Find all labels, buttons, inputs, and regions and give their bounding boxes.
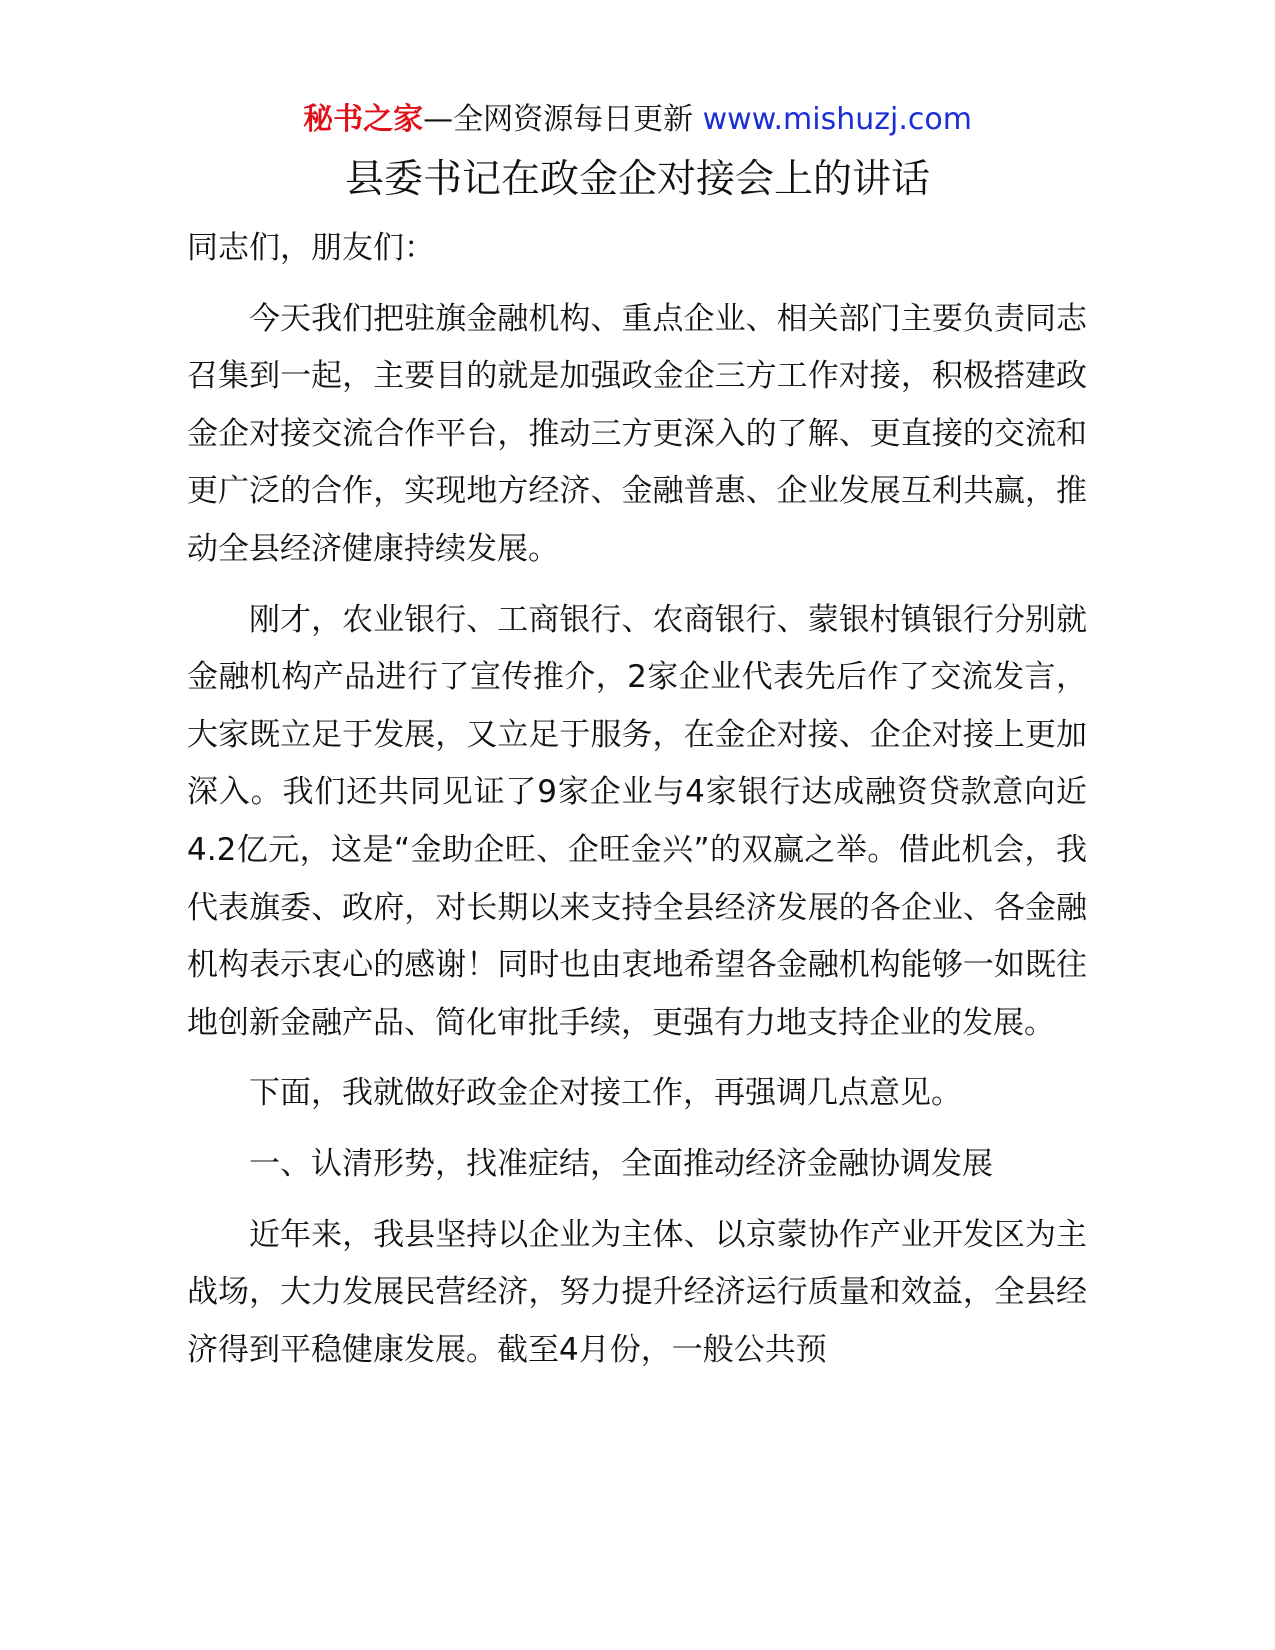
paragraph: 近年来，我县坚持以企业为主体、以京蒙协作产业开发区为主战场，大力发展民营经济，努力提升经济运行质量和效益，全县经济得到平稳健康发展。截至4月份，一般公共预	[187, 1216, 1087, 1368]
brand-name: 秘书之家	[303, 102, 424, 137]
site-header	[0, 98, 1275, 142]
paragraph: 今天我们把驻旗金融机构、重点企业、相关部门主要负责同志召集到一起，主要目的就是加强政金企三方工作对接，积极搭建政金企对接交流合作平台，推动三方更深入的了解、更直接的交流和更广泛的合作，实现地方经济、金融普惠、企业发展互利共赢，推动全县经济健康持续发展。	[187, 300, 1087, 567]
document-body	[187, 220, 1087, 1392]
header-tagline: —全网资源每日更新	[423, 102, 703, 137]
paragraph: 下面，我就做好政金企对接工作，再强调几点意见。	[249, 1075, 962, 1112]
salutation: 同志们，朋友们：	[187, 230, 435, 266]
paragraph: 刚才，农业银行、工商银行、农商银行、蒙银村镇银行分别就金融机构产品进行了宣传推介，2家企业代表先后作了交流发言，大家既立足于发展，又立足于服务，在金企对接、企企对接上更加深入。我们还共同见证了9家企业与4家银行达成融资贷款意向近4.2亿元，这是“金助企旺、企旺金兴”的双赢之举。借此机会，我代表旗委、政府，对长期以来支持全县经济发展的各企业、各金融机构表示衷心的感谢！同时也由衷地希望各金融机构能够一如既往地创新金融产品、简化审批手续，更强有力地支持企业的发展。	[187, 601, 1087, 1041]
section-heading: 一、认清形势，找准症结，全面推动经济金融协调发展	[249, 1145, 993, 1182]
website-link[interactable]: www.mishuzj.com	[702, 102, 972, 137]
document-title: 县委书记在政金企对接会上的讲话	[344, 157, 930, 202]
